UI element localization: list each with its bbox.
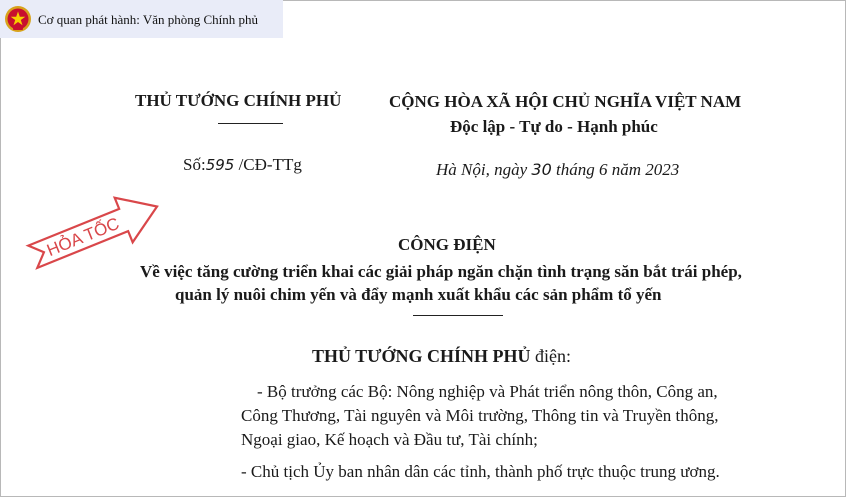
issuer-label: Cơ quan phát hành: Văn phòng Chính phủ [38, 12, 259, 27]
recipient-line: Ngoại giao, Kế hoạch và Đầu tư, Tài chính; [241, 430, 538, 449]
addressee-verb: điện: [530, 346, 572, 366]
national-motto: Độc lập - Tự do - Hạnh phúc [450, 117, 658, 136]
divider-authority [218, 123, 283, 124]
issuer-bar [0, 0, 283, 38]
date-prefix: Hà Nội, ngày [436, 160, 528, 179]
place-date [436, 160, 679, 180]
document-number [183, 155, 302, 175]
recipient-line: - Chủ tịch Ủy ban nhân dân các tỉnh, thành phố trực thuộc trung ương. [241, 462, 720, 481]
stamp-text: HỎA TỐC [44, 213, 122, 261]
urgent-stamp [22, 192, 167, 272]
recipient-line: - Bộ trưởng các Bộ: Nông nghiệp và Phát triển nông thôn, Công an, [257, 382, 718, 401]
national-emblem-icon [4, 5, 32, 33]
subject-line-2: quản lý nuôi chim yến và đẩy mạnh xuất khẩu các sản phẩm tổ yến [175, 285, 662, 304]
document-number-handwritten: 595 [205, 156, 235, 174]
divider-title [413, 315, 503, 316]
date-day-handwritten: 30 [531, 160, 552, 179]
document-number-suffix: /CĐ-TTg [238, 155, 302, 174]
subject-line-1: Về việc tăng cường triển khai các giải pháp ngăn chặn tình trạng săn bắt trái phép, [140, 262, 742, 281]
document-number-prefix: Số: [183, 155, 206, 174]
date-suffix: tháng 6 năm 2023 [556, 160, 680, 179]
national-title: CỘNG HÒA XÃ HỘI CHỦ NGHĨA VIỆT NAM [389, 92, 742, 111]
addressee [312, 346, 571, 367]
document-type: CÔNG ĐIỆN [398, 235, 496, 254]
recipient-line: Công Thương, Tài nguyên và Môi trường, Thông tin và Truyền thông, [241, 406, 719, 425]
issuing-authority: THỦ TƯỚNG CHÍNH PHỦ [135, 91, 342, 110]
addressee-authority: THỦ TƯỚNG CHÍNH PHỦ [312, 346, 531, 366]
